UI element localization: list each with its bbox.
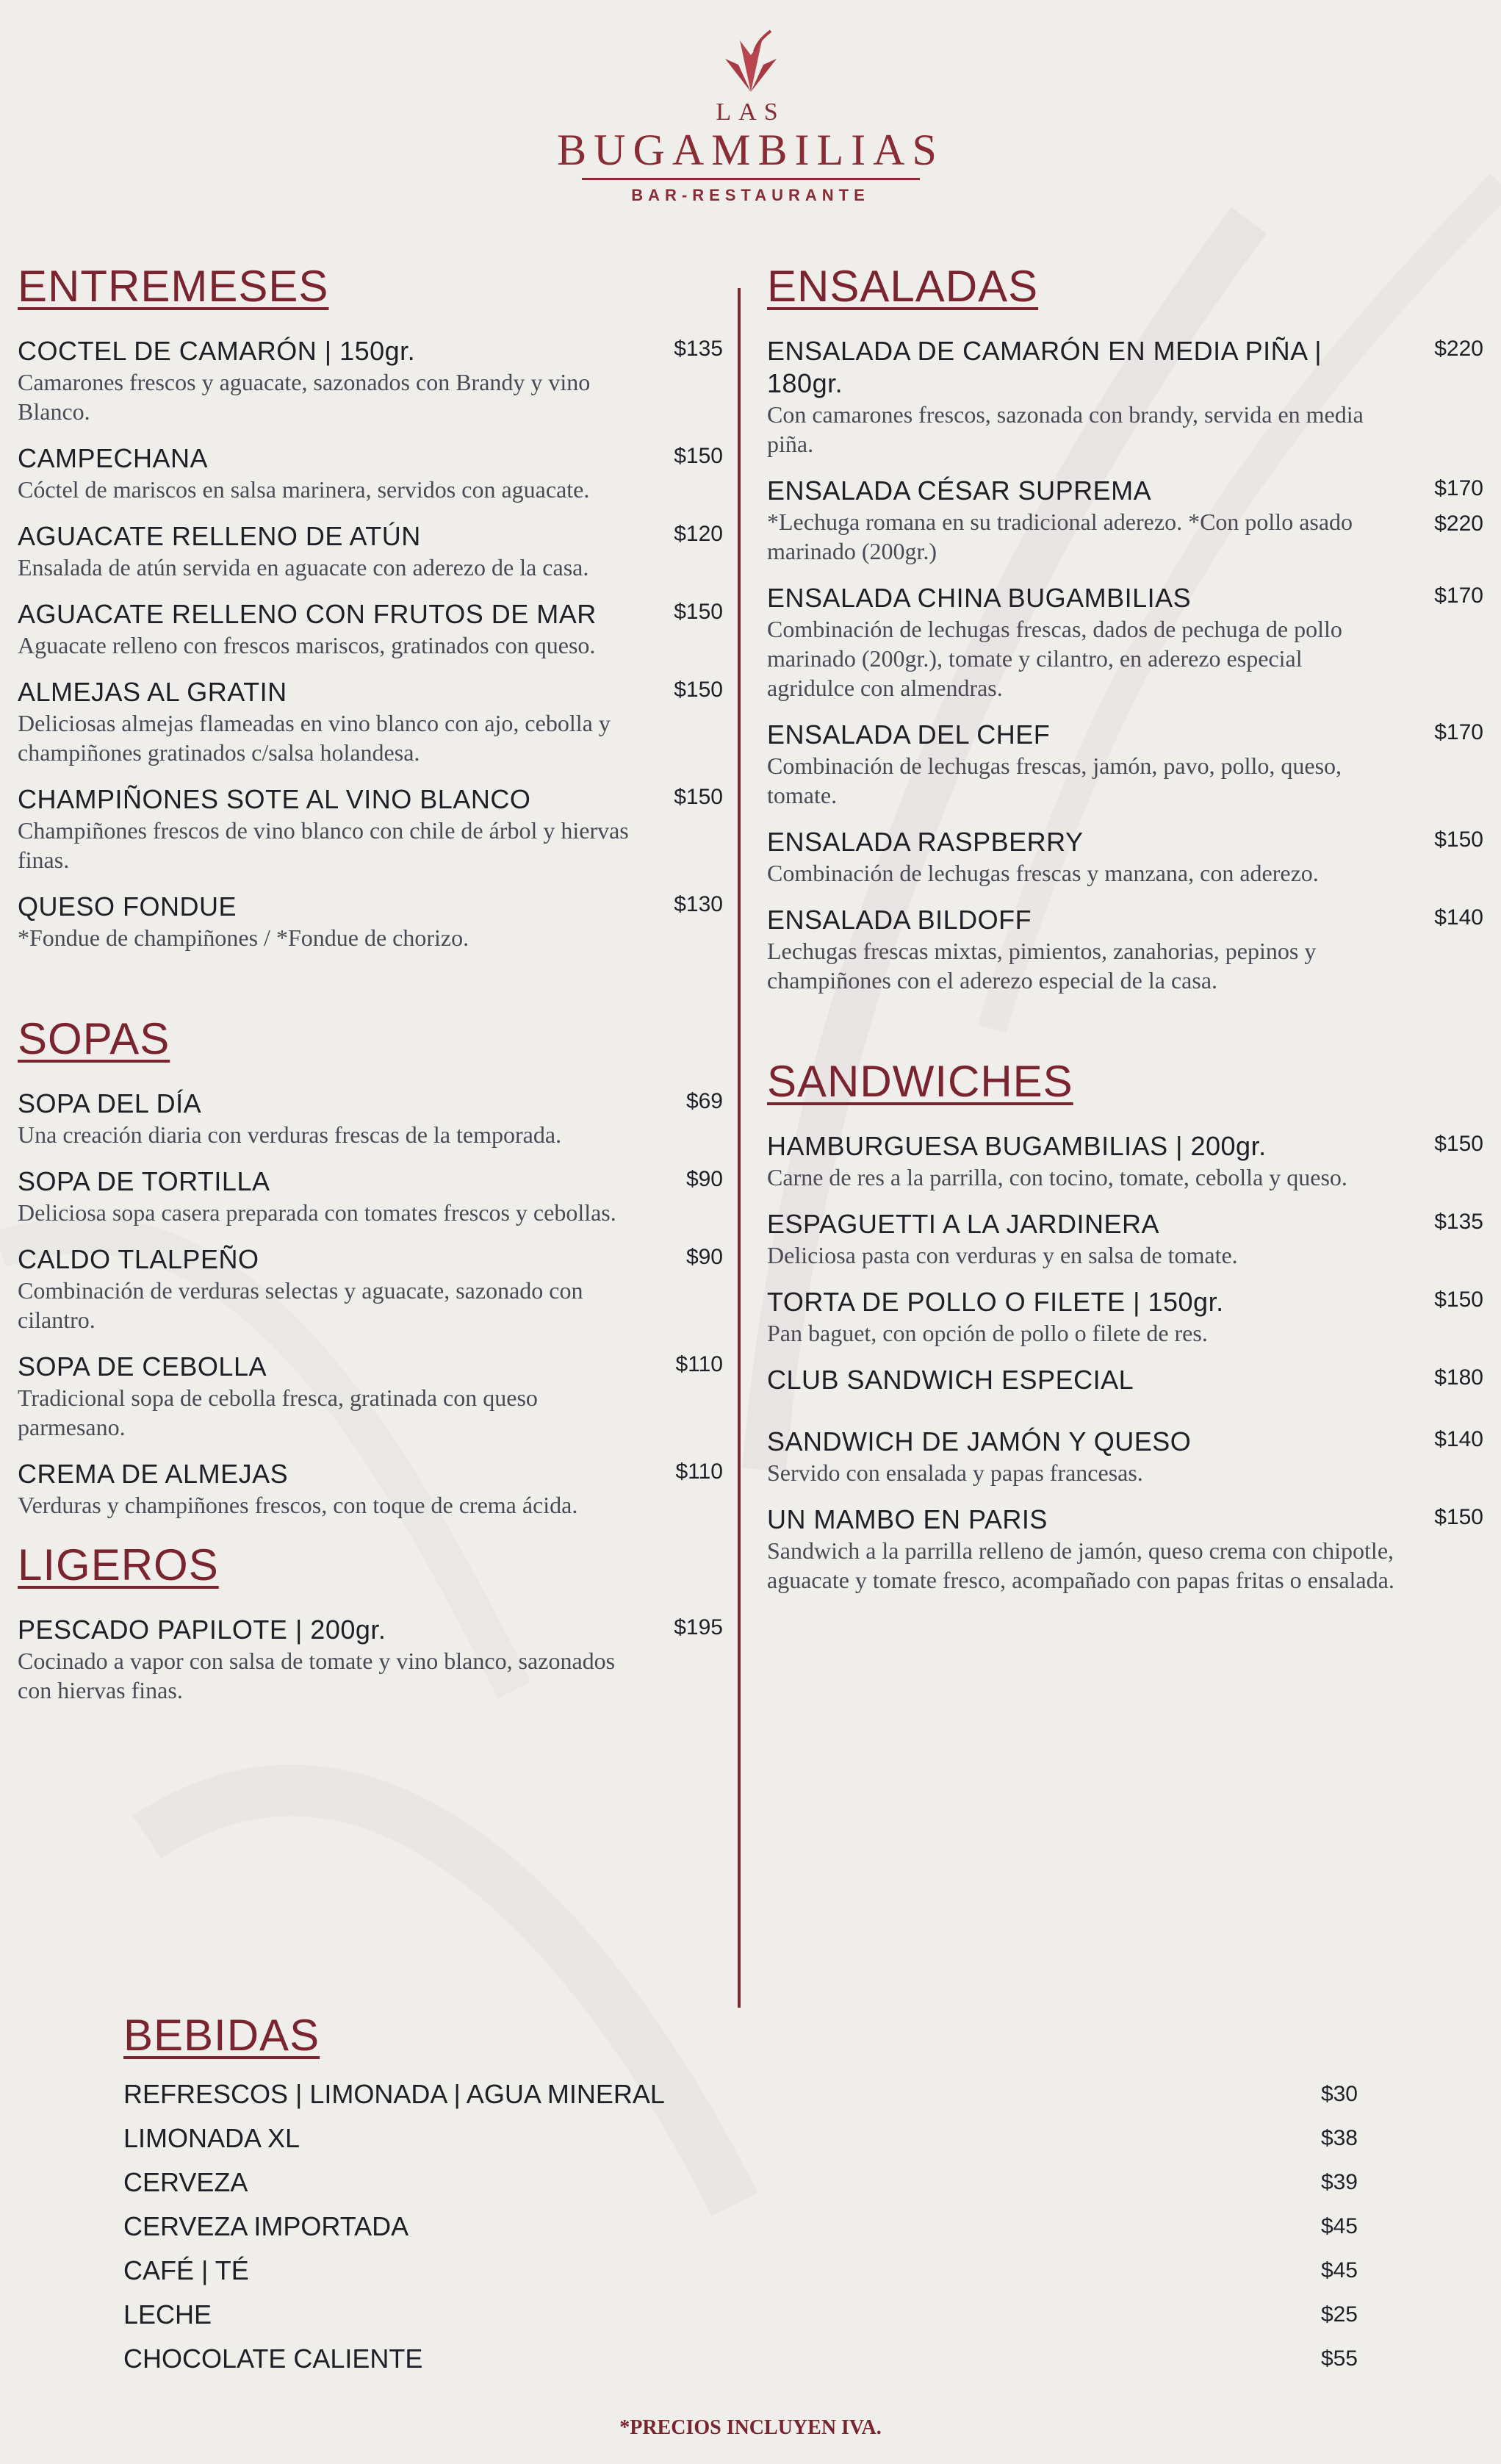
item-price: $135 <box>1434 1210 1483 1234</box>
item-description: Sandwich a la parrilla relleno de jamón, queso crema con chipotle, aguacate y tomate fresco, acompañado con papas fritas o ensalada. <box>767 1537 1394 1593</box>
item-name: COCTEL DE CAMARÓN | 150gr. <box>18 336 416 366</box>
menu-item <box>767 335 1483 459</box>
item-name: ALMEJAS AL GRATIN <box>18 677 287 707</box>
item-price: $220 <box>1434 337 1483 361</box>
item-description: Pan baguet, con opción de pollo o filete de res. <box>767 1320 1208 1346</box>
menu-item <box>18 676 723 767</box>
item-name: AGUACATE RELLENO CON FRUTOS DE MAR <box>18 599 597 629</box>
menu-item <box>18 598 723 660</box>
item-name: CLUB SANDWICH ESPECIAL <box>767 1365 1134 1395</box>
ligeros-list <box>18 1614 723 1705</box>
menu-item <box>18 1165 723 1227</box>
menu-item <box>18 520 723 582</box>
menu-item <box>767 1130 1483 1192</box>
menu-item <box>18 1458 723 1520</box>
menu-item <box>767 719 1483 810</box>
item-name: TORTA DE POLLO O FILETE | 150gr. <box>767 1287 1224 1317</box>
menu-item <box>767 582 1483 703</box>
item-description: Aguacate relleno con frescos mariscos, gratinados con queso. <box>18 632 596 658</box>
item-description: Combinación de lechugas frescas y manzana, con aderezo. <box>767 860 1319 886</box>
item-price: $150 <box>674 785 723 809</box>
item-description: Cocinado a vapor con salsa de tomate y vino blanco, sazonados con hiervas finas. <box>18 1648 616 1703</box>
item-description: Combinación de lechugas frescas, dados de pechuga de pollo marinado (200gr.), tomate y cilantro, en aderezo especial agridulce con almendras. <box>767 616 1342 701</box>
beverage-row <box>123 2161 1358 2205</box>
beverage-row <box>123 2337 1358 2381</box>
menu-item <box>18 335 723 426</box>
item-description: Combinación de verduras selectas y aguacate, sazonado con cilantro. <box>18 1277 583 1333</box>
item-name: SOPA DE CEBOLLA <box>18 1351 267 1382</box>
section-title-sandwiches: SANDWICHES <box>767 1057 1073 1106</box>
beverage-price: $38 <box>1320 2126 1358 2150</box>
item-name: UN MAMBO EN PARIS <box>767 1504 1048 1534</box>
item-price: $140 <box>1434 1427 1483 1451</box>
item-name: ENSALADA DEL CHEF <box>767 719 1051 750</box>
item-description: Deliciosa sopa casera preparada con tomates frescos y cebollas. <box>18 1199 616 1226</box>
item-price: $195 <box>674 1615 723 1639</box>
item-description: Tradicional sopa de cebolla fresca, gratinada con queso parmesano. <box>18 1384 538 1440</box>
beverage-name: LECHE <box>123 2299 212 2330</box>
menu-item <box>18 1088 723 1149</box>
item-price: $150 <box>674 678 723 702</box>
item-price: $170 <box>1434 476 1483 500</box>
item-description: Champiñones frescos de vino blanco con chile de árbol y hiervas finas. <box>18 817 629 873</box>
item-description: Servido con ensalada y papas francesas. <box>767 1459 1143 1486</box>
item-name: QUESO FONDUE <box>18 891 237 922</box>
beverage-name: CHOCOLATE CALIENTE <box>123 2343 423 2374</box>
item-price: $110 <box>675 1352 723 1376</box>
beverage-price: $39 <box>1320 2170 1358 2194</box>
item-name: ESPAGUETTI A LA JARDINERA <box>767 1209 1159 1239</box>
item-price: $150 <box>1434 1287 1483 1312</box>
item-name: AGUACATE RELLENO DE ATÚN <box>18 521 421 551</box>
item-description: *Lechuga romana en su tradicional aderezo. *Con pollo asado marinado (200gr.) <box>767 509 1353 564</box>
section-title-sopas: SOPAS <box>18 1014 170 1063</box>
logo-subtitle: BAR-RESTAURANTE <box>631 186 870 204</box>
item-description: Carne de res a la parrilla, con tocino, tomate, cebolla y queso. <box>767 1164 1347 1190</box>
beverage-row <box>123 2072 1358 2116</box>
item-description: Combinación de lechugas frescas, jamón, pavo, pollo, queso, tomate. <box>767 753 1342 808</box>
menu-item <box>767 1364 1483 1396</box>
item-price: $150 <box>1434 1505 1483 1529</box>
item-name: ENSALADA CHINA BUGAMBILIAS <box>767 583 1192 613</box>
menu-item <box>18 783 723 874</box>
beverage-row <box>123 2249 1358 2293</box>
item-name: SOPA DEL DÍA <box>18 1088 202 1118</box>
menu-item <box>767 904 1483 995</box>
left-column <box>18 257 723 1721</box>
beverage-price: $55 <box>1320 2346 1358 2371</box>
item-description: Deliciosa pasta con verduras y en salsa de tomate. <box>767 1242 1238 1268</box>
item-description: Una creación diaria con verduras frescas de la temporada. <box>18 1121 562 1148</box>
item-description: *Fondue de champiñones / *Fondue de chorizo. <box>18 924 469 951</box>
menu-item <box>767 1286 1483 1348</box>
beverage-name: CERVEZA <box>123 2167 248 2197</box>
item-description: Cóctel de mariscos en salsa marinera, servidos con aguacate. <box>18 476 590 503</box>
item-price: $150 <box>674 600 723 624</box>
menu-item <box>767 826 1483 888</box>
logo-name: BUGAMBILIAS <box>557 126 944 174</box>
sopas-list <box>18 1088 723 1520</box>
logo-rule <box>582 178 920 180</box>
menu-item <box>18 442 723 504</box>
item-name: CHAMPIÑONES SOTE AL VINO BLANCO <box>18 784 531 814</box>
item-name: PESCADO PAPILOTE | 200gr. <box>18 1614 386 1645</box>
item-description: Ensalada de atún servida en aguacate con aderezo de la casa. <box>18 554 589 581</box>
right-column <box>767 257 1483 1611</box>
bebidas-section <box>123 2006 1358 2381</box>
item-name: ENSALADA RASPBERRY <box>767 827 1084 857</box>
item-name: ENSALADA BILDOFF <box>767 905 1032 935</box>
menu-item <box>767 1426 1483 1487</box>
beverage-name: REFRESCOS | LIMONADA | AGUA MINERAL <box>123 2079 665 2109</box>
item-price: $90 <box>685 1245 723 1269</box>
item-price-secondary: $220 <box>1434 511 1483 536</box>
item-price: $150 <box>1434 1132 1483 1156</box>
beverage-price: $30 <box>1320 2082 1358 2106</box>
menu-item <box>767 1504 1483 1595</box>
item-name: CREMA DE ALMEJAS <box>18 1459 289 1489</box>
item-price: $170 <box>1434 583 1483 608</box>
item-price: $180 <box>1434 1365 1483 1390</box>
menu-item <box>18 1614 723 1705</box>
item-name: CAMPECHANA <box>18 443 209 473</box>
beverage-name: LIMONADA XL <box>123 2123 300 2153</box>
item-price: $140 <box>1434 905 1483 930</box>
item-description: Camarones frescos y aguacate, sazonados con Brandy y vino Blanco. <box>18 369 591 425</box>
logo-las: LAS <box>716 98 785 126</box>
beverage-row <box>123 2205 1358 2249</box>
item-name: ENSALADA DE CAMARÓN EN MEDIA PIÑA | 180gr. <box>767 336 1322 398</box>
item-description: Con camarones frescos, sazonada con brandy, servida en media piña. <box>767 401 1364 457</box>
sandwiches-list <box>767 1130 1483 1595</box>
menu-item <box>18 1243 723 1335</box>
item-price: $150 <box>674 444 723 468</box>
item-name: ENSALADA CÉSAR SUPREMA <box>767 475 1152 506</box>
item-price: $135 <box>674 337 723 361</box>
item-name: SOPA DE TORTILLA <box>18 1166 270 1196</box>
item-price: $90 <box>685 1167 723 1191</box>
item-price: $130 <box>674 892 723 916</box>
ensaladas-list <box>767 335 1483 995</box>
item-price: $170 <box>1434 720 1483 744</box>
column-divider <box>738 288 741 2008</box>
menu-item <box>18 891 723 952</box>
menu-item <box>767 475 1483 566</box>
entremeses-list <box>18 335 723 952</box>
item-price: $120 <box>674 522 723 546</box>
beverage-price: $25 <box>1320 2302 1358 2327</box>
item-price: $150 <box>1434 827 1483 852</box>
beverage-price: $45 <box>1320 2258 1358 2282</box>
item-price: $110 <box>675 1459 723 1484</box>
tax-footnote: *PRECIOS INCLUYEN IVA. <box>619 2416 882 2439</box>
beverage-row <box>123 2293 1358 2337</box>
item-description: Deliciosas almejas flameadas en vino blanco con ajo, cebolla y champiñones gratinados c/salsa holandesa. <box>18 710 611 766</box>
beverage-name: CERVEZA IMPORTADA <box>123 2211 409 2241</box>
item-name: HAMBURGUESA BUGAMBILIAS | 200gr. <box>767 1131 1267 1161</box>
beverage-row <box>123 2116 1358 2161</box>
section-title-ensaladas: ENSALADAS <box>767 262 1039 311</box>
beverage-name: CAFÉ | TÉ <box>123 2255 249 2285</box>
section-title-ligeros: LIGEROS <box>18 1540 219 1590</box>
menu-item <box>18 1351 723 1442</box>
restaurant-logo <box>0 29 1501 205</box>
section-title-entremeses: ENTREMESES <box>18 262 329 311</box>
item-name: CALDO TLALPEÑO <box>18 1244 259 1274</box>
item-price: $69 <box>685 1089 723 1113</box>
menu-item <box>767 1208 1483 1270</box>
bougainvillea-flower-icon <box>710 29 791 96</box>
item-description: Verduras y champiñones frescos, con toque de crema ácida. <box>18 1492 578 1518</box>
section-title-bebidas: BEBIDAS <box>123 2011 320 2060</box>
beverage-price: $45 <box>1320 2214 1358 2238</box>
item-description: Lechugas frescas mixtas, pimientos, zanahorias, pepinos y champiñones con el aderezo especial de la casa. <box>767 938 1317 994</box>
item-name: SANDWICH DE JAMÓN Y QUESO <box>767 1426 1192 1457</box>
